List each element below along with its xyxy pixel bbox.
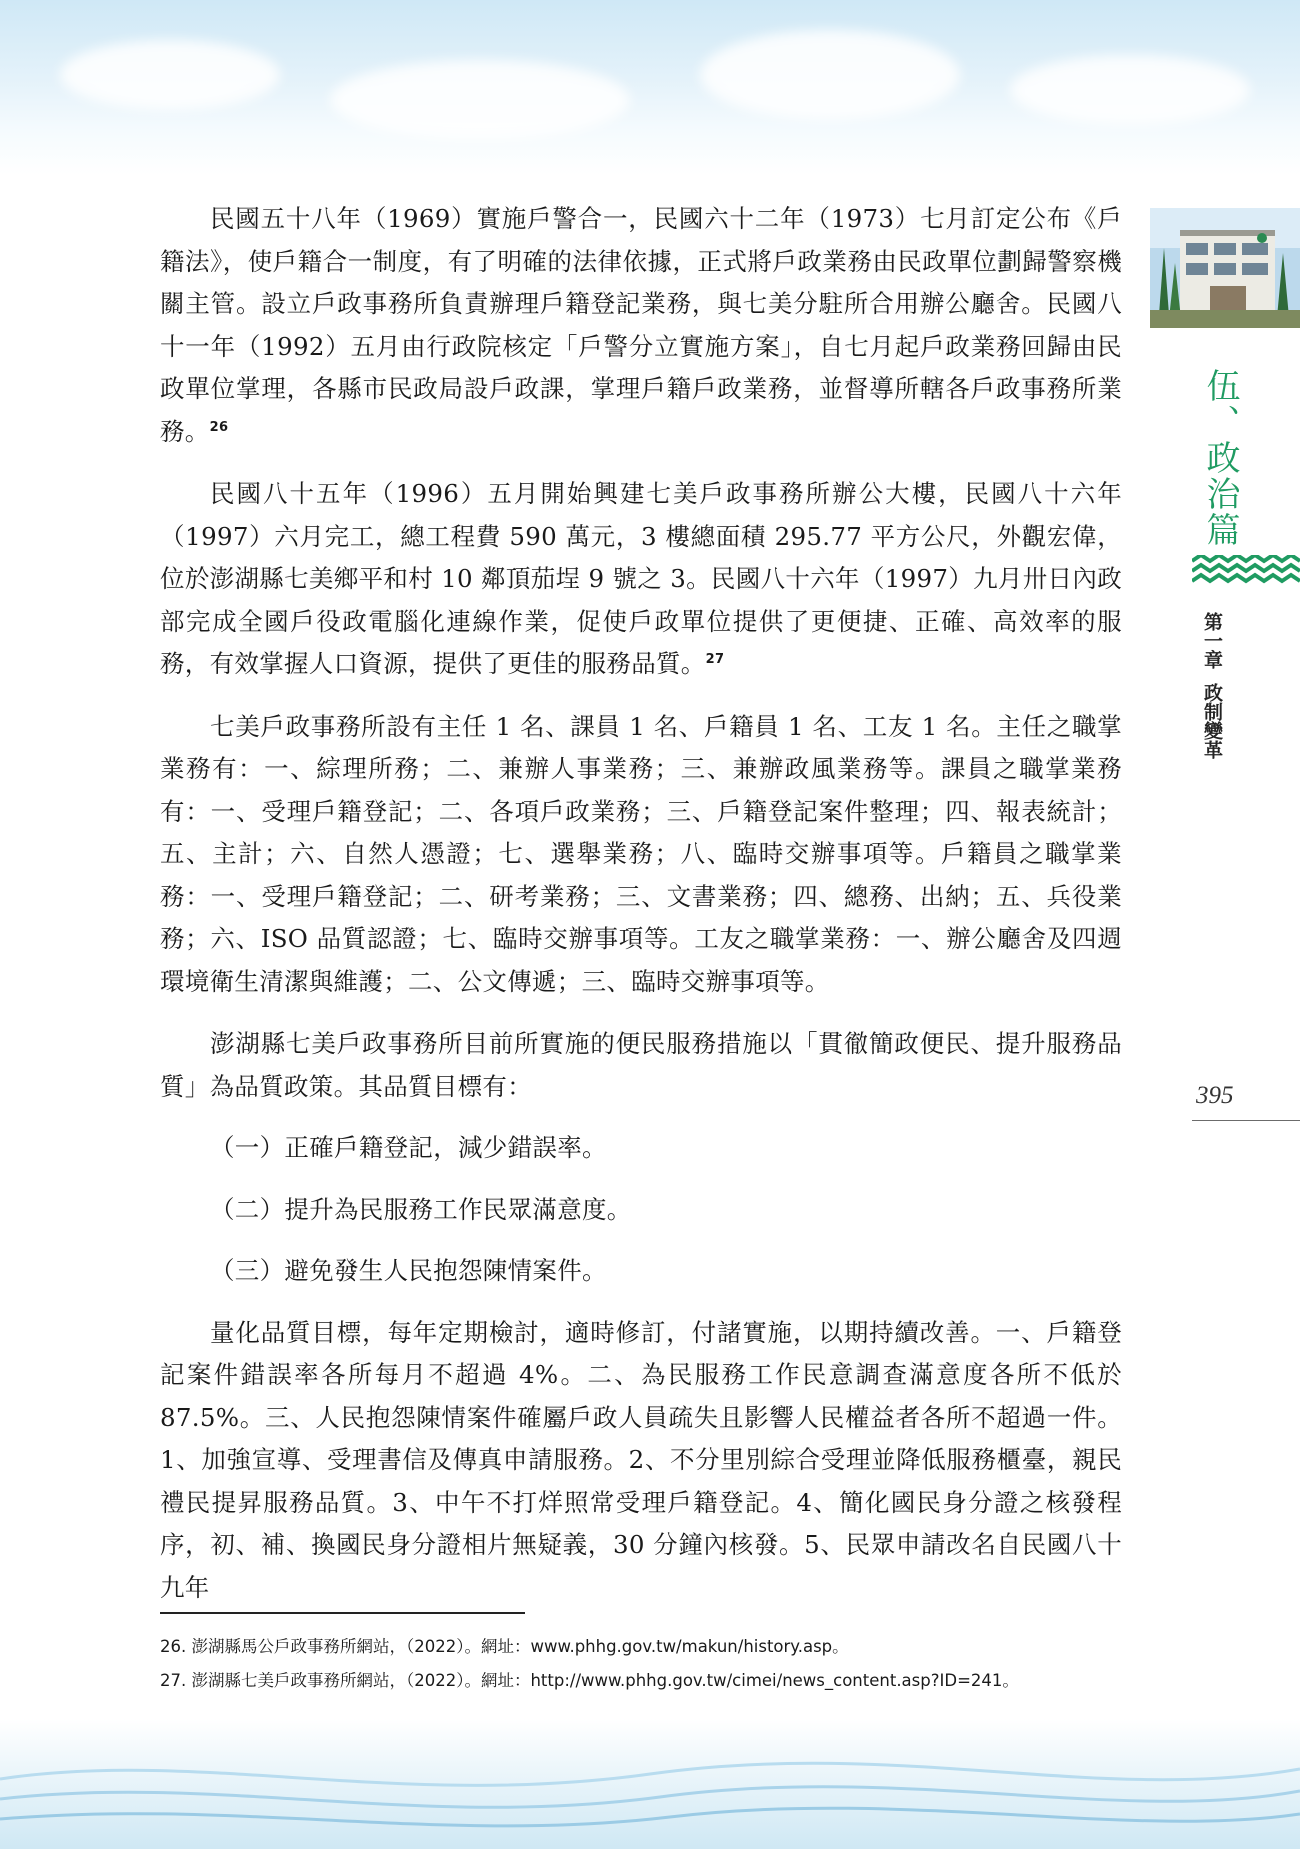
section-name: 政制變革 bbox=[1201, 683, 1223, 759]
office-building-photo bbox=[1150, 208, 1300, 328]
footnote-item: 27. 澎湖縣七美戶政事務所網站，（2022）。網址：http://www.phhg.gov.tw/cimei/news_content.asp?ID=241。 bbox=[160, 1671, 1019, 1690]
body-text bbox=[160, 198, 1122, 1609]
footnote-divider bbox=[160, 1612, 525, 1614]
footnote-item: 26. 澎湖縣馬公戶政事務所網站，（2022）。網址：www.phhg.gov.tw/makun/history.asp。 bbox=[160, 1637, 849, 1656]
page-number: 395 bbox=[1196, 1082, 1234, 1109]
section-title bbox=[1198, 612, 1226, 759]
chapter-title: 伍、政治篇 bbox=[1200, 368, 1240, 548]
sky-header-background bbox=[0, 0, 1300, 175]
wave-footer-background bbox=[0, 1719, 1300, 1849]
paragraph: 澎湖縣七美戶政事務所目前所實施的便民服務措施以「貫徹簡政便民、提升服務品質」為品質政策。其品質目標有： bbox=[160, 1029, 1122, 1101]
quality-goal-item: （三）避免發生人民抱怨陳情案件。 bbox=[210, 1256, 607, 1285]
quality-goal-item: （二）提升為民服務工作民眾滿意度。 bbox=[210, 1194, 632, 1224]
paragraph: 民國八十五年（1996）五月開始興建七美戶政事務所辦公大樓，民國八十六年（1997）六月完工，總工程費 590 萬元，3 樓總面積 295.77 平方公尺，外觀宏偉，位於澎湖縣七美鄉平和村 10 鄰頂茄埕 9 號之 3。民國八十六年（1997）九月卅日內政部完成全國戶役政電腦化連線作業，促使戶政單位提供了更便捷、正確、高效率的服務，有效掌握人口資源，提供了更佳的服務品質。$^{27}$ bbox=[160, 479, 1122, 678]
paragraph: 七美戶政事務所設有主任 1 名、課員 1 名、戶籍員 1 名、工友 1 名。主任之職掌業務有：一、綜理所務；二、兼辦人事業務；三、兼辦政風業務等。課員之職掌業務有：一、受理戶籍登記；二、各項戶政業務；三、戶籍登記案件整理；四、報表統計；五、主計；六、自然人憑證；七、選舉業務；八、臨時交辦事項等。戶籍員之職掌業務：一、受理戶籍登記；二、研考業務；三、文書業務；四、總務、出納；五、兵役業務；六、ISO 品質認證；七、臨時交辦事項等。工友之職掌業務：一、辦公廳舍及四週環境衛生清潔與維護；二、公文傳遞；三、臨時交辦事項等。 bbox=[160, 711, 1122, 996]
quality-goal-item: （一）正確戶籍登記，減少錯誤率。 bbox=[210, 1133, 607, 1162]
page-number-rule bbox=[1192, 1120, 1300, 1121]
footnotes bbox=[160, 1630, 1140, 1698]
wave-ornament-icon bbox=[1192, 555, 1300, 587]
footnote-ref: 26 bbox=[209, 419, 229, 435]
paragraph: 量化品質目標，每年定期檢討，適時修訂，付諸實施，以期持續改善。一、戶籍登記案件錯誤率各所每月不超過 4%。二、為民服務工作民意調查滿意度各所不低於 87.5%。三、人民抱怨陳情案件確屬戶政人員疏失且影響人民權益者各所不超過一件。1、加強宣導、受理書信及傳真申請服務。2、不分里別綜合受理並降低服務櫃臺，親民禮民提昇服務品質。3、中午不打烊照常受理戶籍登記。4、簡化國民身分證之核發程序，初、補、換國民身分證相片無疑義，30 分鐘內核發。5、民眾申請改名自民國八十九年 bbox=[160, 1317, 1122, 1602]
paragraph: 民國五十八年（1969）實施戶警合一，民國六十二年（1973）七月訂定公布《戶籍法》，使戶籍合一制度，有了明確的法律依據，正式將戶政業務由民政單位劃歸警察機關主管。設立戶政事務所負責辦理戶籍登記業務，與七美分駐所合用辦公廳舍。民國八十一年（1992）五月由行政院核定「戶警分立實施方案」，自七月起戶政業務回歸由民政單位掌理，各縣市民政局設戶政課，掌理戶籍戶政業務，並督導所轄各戶政事務所業務。$^{26}$ bbox=[160, 204, 1122, 446]
section-number: 第一章 bbox=[1201, 612, 1223, 669]
footnote-ref: 27 bbox=[705, 652, 725, 667]
